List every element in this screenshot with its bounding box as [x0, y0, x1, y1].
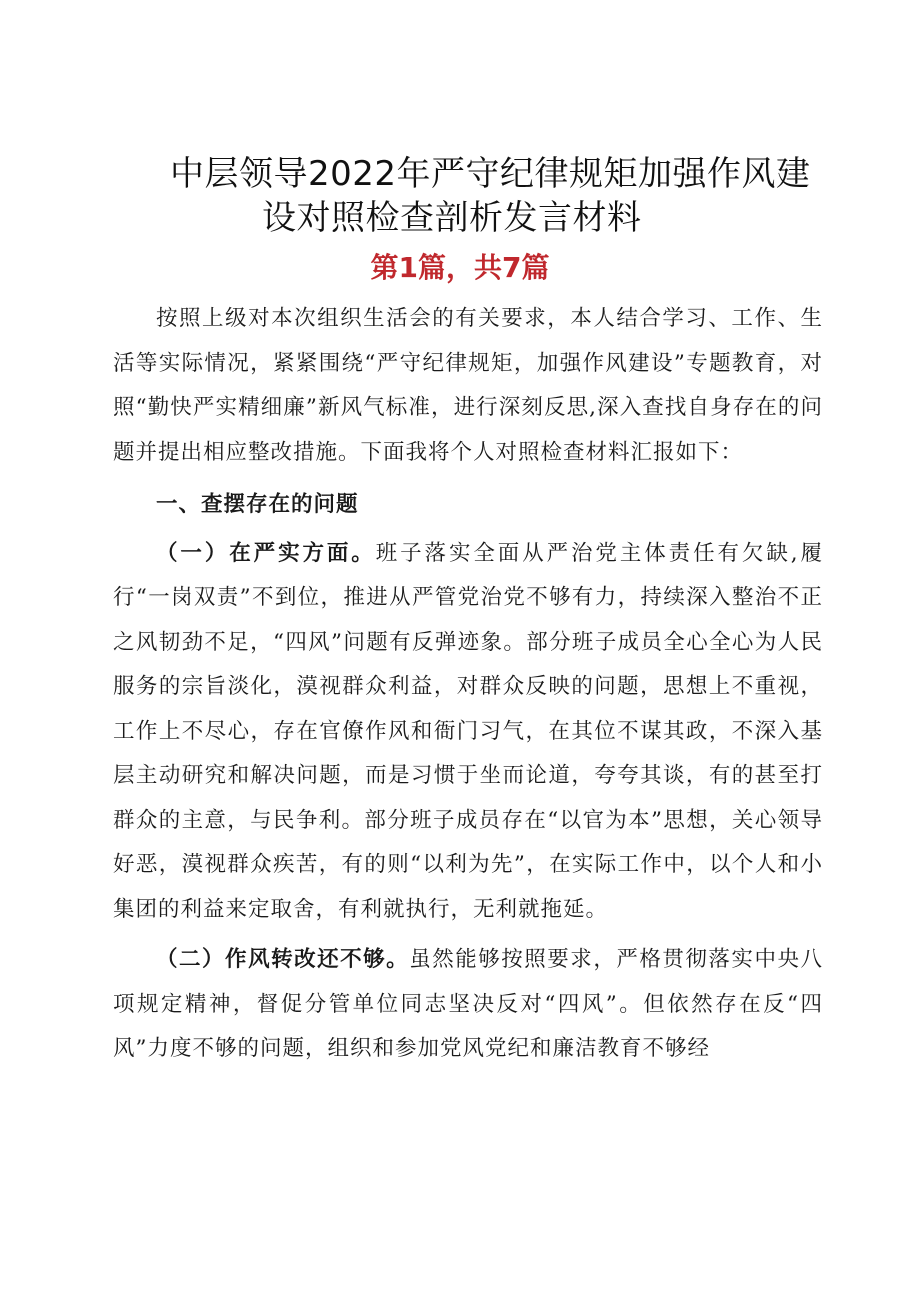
- item-1-paragraph: [113, 532, 823, 933]
- document-title-line-1: 中层领导2022年严守纪律规矩加强作风建: [170, 154, 811, 194]
- document-title-line-2: 设对照检查剖析发言材料: [262, 198, 642, 238]
- section-heading: 一、查摆存在的问题: [156, 492, 359, 517]
- item-2-body: 虽然能够按照要求，严格贯彻落实中央八项规定精神，督促分管单位同志坚决反对“四风”。但依然存在反“四风”力度不够的问题，组织和参加党风党纪和廉洁教育不够经: [113, 947, 823, 1061]
- item-2-paragraph: [113, 938, 823, 1072]
- item-2-lead: （二）作风转改还不够。: [156, 947, 410, 972]
- item-1-body: 班子落实全面从严治党主体责任有欠缺,履行“一岗双责”不到位，推进从严管党治党不够有力，持续深入整治不正之风韧劲不足，“四风”问题有反弹迹象。部分班子成员全心全心为人民服务的宗旨淡化，漠视群众利益，对群众反映的问题，思想上不重视，工作上不尽心，存在官僚作风和衙门习气，在其位不谋其政，不深入基层主动研究和解决问题，而是习惯于坐而论道，夸夸其谈，有的甚至打群众的主意，与民争利。部分班子成员存在“以官为本”思想，关心领导好恶，漠视群众疾苦，有的则“以利为先”，在实际工作中，以个人和小集团的利益来定取舍，有利就执行，无利就拖延。: [113, 540, 823, 922]
- item-1-lead: （一）在严实方面。: [156, 540, 376, 566]
- document-body: [113, 297, 823, 1072]
- intro-paragraph: 按照上级对本次组织生活会的有关要求，本人结合学习、工作、生活等实际情况，紧紧围绕“严守纪律规矩，加强作风建设”专题教育，对照“勤快严实精细廉”新风气标准，进行深刻反思,深入查找自身存在的问题并提出相应整改措施。下面我将个人对照检查材料汇报如下：: [113, 306, 823, 465]
- document-subtitle: 第1篇，共7篇: [370, 251, 550, 284]
